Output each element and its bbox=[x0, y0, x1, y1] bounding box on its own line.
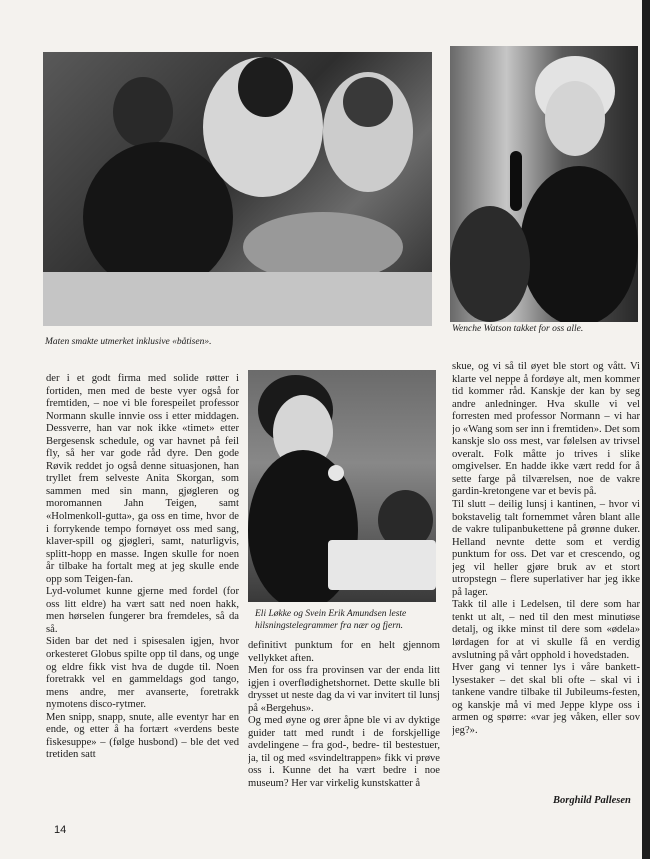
page-number: 14 bbox=[54, 824, 67, 836]
photo-singer bbox=[450, 46, 638, 322]
article-column-2: definitivt punktum for en helt gjennom vellykket aften. Men for oss fra provinsen var der enda litt igjen i overflødighetshornet. Dette skulle bli drysset ut neste dag da vi var invitert til lunsj på «Bergehus». Og med øyne og ører åpne ble vi av dyktige guider tatt med rundt i de forskjellige avdelingene – fra god-, bedre- til bestestuer, ja, til og med «svindeltrappen» fikk vi prøve oss i. Kunne det ha vært bedre i noe museum? Her var virkelig kunstskatter å bbox=[248, 640, 440, 790]
photo-dinner-table bbox=[43, 52, 432, 326]
photo-singer-caption: Wenche Watson takket for oss alle. bbox=[452, 324, 584, 334]
photo-speaker-caption: Eli Løkke og Svein Erik Amundsen leste hilsningstelegrammer fra nær og fjern. bbox=[255, 609, 407, 631]
photo-speaker bbox=[248, 370, 436, 602]
author-signature: Borghild Pallesen bbox=[553, 795, 631, 806]
page-edge-shadow bbox=[642, 0, 650, 859]
article-column-1: der i et godt firma med solide røtter i fortiden, men med de beste vyer også for fremtiden, – noe vi ble forespeilet professor Normann skulle innvie oss i etter middagen. Dessverre, han var nok ikke «timet» etter Bergesensk schedule, og var havnet på feil fly, så her var gode råd dyre. Den gode Røvik reddet jo også denne situasjonen, han tryllet frem selveste Anita Skorgan, som sammen med sin mann, gjøgleren og moromannen Jahn Teigen, samt «Holmenkoll-gutta», ga oss en time, hvor de i forrykende tempo fornøyet oss med sang, klaver-spill og gjøgleri, samt, naturligvis, splitt-hopp en masse. Ingen skulle for noen år tilbake ha fortalt meg at jeg skulle ende opp som Teigen-fan. Lyd-volumet kunne gjerne med fordel (for oss litt eldre) ha vært satt ned noen hakk, men hørselen fungerer bra fremdeles, så da så. Siden bar det ned i spisesalen igjen, hvor orkesteret Globus spilte opp til dans, og unge og eldre fikk vist hva de dugde til. Noen foretrakk vel en gammeldags god tango, mens andre, mer avanserte, foretrakk nymotens disco-rytmer. Men snipp, snapp, snute, alle eventyr har en ende, og etter å ha fortært «verdens beste fiskesuppe» – (følge husbond) – ble det ved tretiden satt bbox=[46, 373, 239, 761]
photo-dinner-caption: Maten smakte utmerket inklusive «båtisen». bbox=[45, 337, 212, 347]
article-column-3: skue, og vi så til øyet ble stort og vått. Vi klarte vel neppe å fordøye alt, men kommer tid kommer råd. Kanskje der kan by seg andre anledninger. Hva skulle vi vel forresten med professor Normann – vi har jo «Wang som ser inn i fremtiden». Det som kanskje slo oss mest, var følelsen av trivsel overalt. Folk måtte jo trives i slike omgivelser. En hadde ikke vært redd for å sette farge på tilværelsen, noe de vakre gardin-kretongene var et bevis på. Til slutt – deilig lunsj i kantinen, – hvor vi bokstavelig talt fornemmet våren blant alle de vakre tulipanbukettene på grønne duker. Helland nevnte dette som et verdig punktum for oss. Det var et crescendo, og jeg vil heller gjøre bruk av et stort utropstegn – flere superlativer har jeg ikke på lager. Takk til alle i Ledelsen, til dere som har tenkt ut alt, – ned til den mest minutiøse detalj, og ikke minst til dere som «ødela» lørdagen for at vi skulle få en verdig avslutning på vårt opphold i hovedstaden. Hver gang vi tenner lys i våre bankett-lysestaker – det skal bli ofte – skal vi i tankene vandre tilbake til Jubileums-festen, og kanskje må vi med Jeppe klype oss i armen og spørre: «var jeg våken, eller sov jeg?». bbox=[452, 361, 640, 736]
